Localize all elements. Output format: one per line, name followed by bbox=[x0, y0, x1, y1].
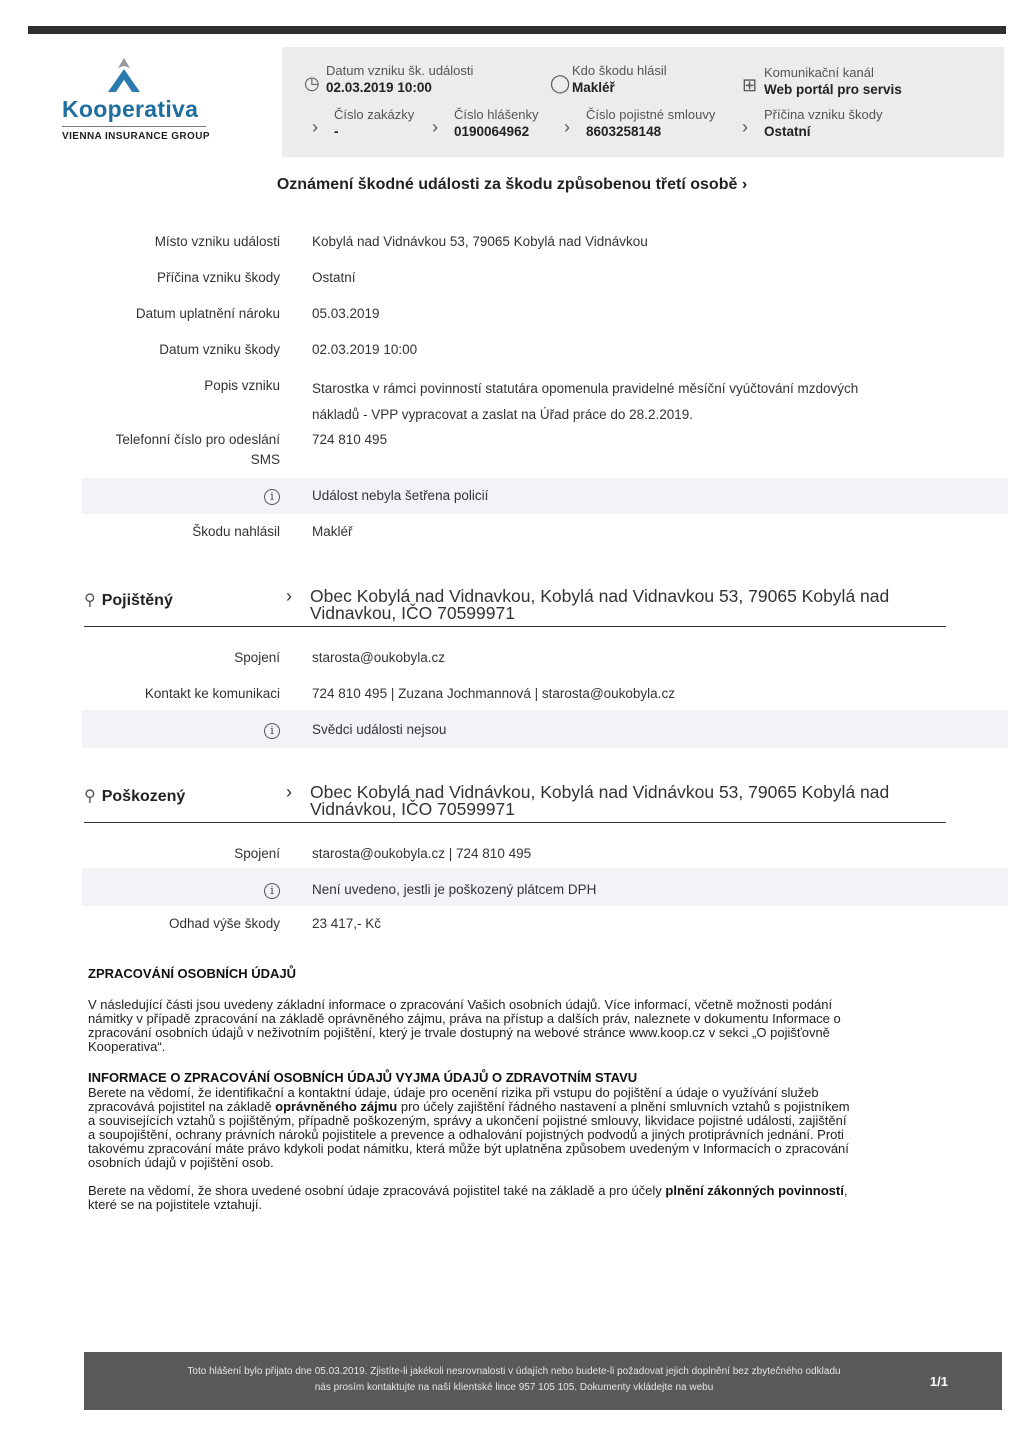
header-kanal-value: Web portál pro servis bbox=[764, 82, 902, 97]
popis-value bbox=[312, 376, 932, 428]
header-kdo-value: Makléř bbox=[572, 80, 615, 95]
header-datum bbox=[304, 63, 473, 97]
damaged-spojeni-label: Spojení bbox=[234, 846, 280, 861]
dph-value: Není uvedeno, jestli je poškozený plátcem DPH bbox=[312, 882, 597, 897]
nahlasil-label: Škodu nahlásil bbox=[192, 524, 280, 539]
brand-name: Kooperativa bbox=[62, 96, 199, 122]
gdpr-p2-line: Berete na vědomí, že identifikační a kontaktní údaje, údaje pro ocenění rizika při vstupu do pojištění a údaje o využívání služeb bbox=[88, 1085, 819, 1100]
damaged-title-text: Poškozený bbox=[101, 788, 186, 805]
header-hlasenka-value: 0190064962 bbox=[454, 124, 530, 139]
gdpr-p2-bold: oprávněného zájmu bbox=[275, 1099, 398, 1114]
person-icon: ⚲ bbox=[84, 788, 96, 805]
header-smlouva-value: 8603258148 bbox=[586, 124, 662, 139]
brand-logo bbox=[62, 56, 212, 142]
top-rule bbox=[28, 26, 1006, 34]
header-smlouva-label: Číslo pojistné smlouvy bbox=[586, 107, 716, 122]
pricina-label: Příčina vzniku škody bbox=[156, 270, 280, 285]
odhad-label: Odhad výše škody bbox=[168, 916, 280, 931]
insured-divider bbox=[84, 626, 946, 627]
header-hlasenka bbox=[432, 107, 539, 141]
gdpr-heading: ZPRACOVÁNÍ OSOBNÍCH ÚDAJŮ bbox=[88, 966, 297, 981]
channel-icon: ⊞ bbox=[742, 75, 758, 95]
datum-skody-value: 02.03.2019 10:00 bbox=[312, 342, 418, 357]
insured-kontakt-label: Kontakt ke komunikaci bbox=[144, 686, 280, 701]
brand-group: VIENNA INSURANCE GROUP bbox=[62, 131, 210, 142]
insured-party-line-1: Obec Kobylá nad Vidnavkou, Kobylá nad Vidnavkou 53, 79065 Kobylá nad bbox=[310, 586, 890, 606]
header-pricina-value: Ostatní bbox=[764, 124, 811, 139]
gdpr-p1-line: námitky v případě zpracování na základě oprávněného zájmu, práva na přístup a dalších práv, naleznete v dokumentu Informace o bbox=[88, 1011, 841, 1026]
telefon-label bbox=[60, 430, 280, 470]
uplatneni-value: 05.03.2019 bbox=[312, 306, 380, 321]
gdpr-paragraph-3 bbox=[88, 1184, 938, 1212]
insured-kontakt-value: 724 810 495 | Zuzana Jochmannová | starosta@oukobyla.cz bbox=[312, 686, 675, 701]
header-info-band bbox=[282, 47, 1004, 157]
person-icon: ⚲ bbox=[84, 592, 96, 609]
gdpr-p2-text: zpracovává pojistitel na základě bbox=[88, 1099, 276, 1114]
insured-spojeni-label: Spojení bbox=[234, 650, 280, 665]
insured-party-line-2: Vidnavkou, IČO 70599971 bbox=[310, 603, 515, 623]
telefon-label-line-2: SMS bbox=[250, 452, 280, 467]
header-datum-value: 02.03.2019 10:00 bbox=[326, 80, 432, 95]
gdpr-subheading: INFORMACE O ZPRACOVÁNÍ OSOBNÍCH ÚDAJŮ VYJMA ÚDAJŮ O ZDRAVOTNÍM STAVU bbox=[88, 1070, 638, 1085]
header-pricina-label: Příčina vzniku škody bbox=[764, 107, 883, 122]
gdpr-p2-line: a souvisejících vztahů s pojištěným, případně poškozeným, správy a ukončení pojistné smlouvy, likvidace pojistné události, zajištění bbox=[88, 1113, 847, 1128]
insured-party bbox=[286, 588, 946, 622]
datum-skody-label: Datum vzniku škody bbox=[159, 342, 280, 357]
insured-spojeni-value: starosta@oukobyla.cz bbox=[312, 650, 446, 665]
insured-title-text: Pojištěný bbox=[101, 592, 173, 609]
damaged-spojeni-value: starosta@oukobyla.cz | 724 810 495 bbox=[312, 846, 532, 861]
gdpr-p3-line bbox=[88, 1184, 938, 1198]
footer-text bbox=[134, 1364, 894, 1396]
chevron-right-icon: › bbox=[286, 782, 292, 802]
popis-label: Popis vzniku bbox=[204, 378, 280, 393]
gdpr-p2-text: pro účely zajištění řádného nastavení a plnění smluvních vztahů s pojistníkem bbox=[397, 1099, 850, 1114]
popis-line-2: nákladů - VPP vypracovat a zaslat na Úřad práce do 28.2.2019. bbox=[312, 407, 693, 422]
info-icon: i bbox=[264, 723, 280, 739]
gdpr-p1-line: zpracování osobních údajů v neživotním pojištění, který je trvale dostupný na webové stránce www.koop.cz v sekci „O pojišťovně bbox=[88, 1025, 830, 1040]
header-hlasenka-label: Číslo hlášenky bbox=[454, 107, 539, 122]
header-zakazka-value: - bbox=[334, 124, 339, 139]
header-zakazka-label: Číslo zakázky bbox=[334, 107, 415, 122]
gdpr-paragraph-1 bbox=[88, 998, 938, 1054]
document-title-text: Oznámení škodné události za škodu způsobenou třetí osobě bbox=[276, 176, 738, 193]
damaged-party bbox=[286, 784, 946, 818]
header-kanal bbox=[742, 65, 902, 99]
dph-info bbox=[60, 880, 280, 900]
svedci-value: Svědci události nejsou bbox=[312, 722, 447, 737]
chevron-right-icon: › bbox=[564, 117, 570, 137]
gdpr-p3-line: které se na pojistitele vztahují. bbox=[88, 1197, 263, 1212]
gdpr-p2-line bbox=[88, 1100, 938, 1114]
chevron-right-icon: › bbox=[432, 117, 438, 137]
header-kanal-label: Komunikační kanál bbox=[764, 65, 874, 80]
nahlasil-value: Makléř bbox=[312, 524, 353, 539]
gdpr-paragraph-2 bbox=[88, 1086, 938, 1170]
speech-bubble-icon: ◯ bbox=[550, 73, 571, 93]
logo-divider bbox=[62, 126, 206, 127]
footer-line-1: Toto hlášení bylo přijato dne 05.03.2019. Zjistíte-li jakékoli nesrovnalosti v údajích nebo budete-li požadovat jejich doplnění bez zbytečného odkladu bbox=[187, 1366, 841, 1377]
misto-value: Kobylá nad Vidnávkou 53, 79065 Kobylá nad Vidnávkou bbox=[312, 234, 648, 249]
insured-section-title bbox=[84, 590, 173, 610]
damaged-section-title bbox=[84, 786, 185, 806]
header-smlouva bbox=[564, 107, 715, 141]
kooperativa-logo-icon bbox=[104, 56, 144, 94]
damaged-party-line-2: Vidnávkou, IČO 70599971 bbox=[310, 799, 515, 819]
header-pricina bbox=[742, 107, 883, 141]
damaged-divider bbox=[84, 822, 946, 823]
clock-icon: ◷ bbox=[304, 73, 320, 93]
gdpr-p3-text: Berete na vědomí, že shora uvedené osobní údaje zpracovává pojistitel také na základě a pro účely bbox=[88, 1183, 666, 1198]
gdpr-p2-line: a soupojištění, ochrany právních nároků pojistitele a prevence a odhalování pojistných podvodů a jiných protiprávních jednání. Proti bbox=[88, 1127, 844, 1142]
telefon-value: 724 810 495 bbox=[312, 432, 388, 447]
footer-band bbox=[84, 1352, 1002, 1410]
header-zakazka bbox=[312, 107, 414, 141]
policie-info bbox=[60, 486, 280, 506]
popis-line-1: Starostka v rámci povinností statutára opomenula pravidelné měsíční vyúčtování mzdových bbox=[312, 381, 859, 396]
page-number: 1/1 bbox=[929, 1374, 948, 1389]
document-title bbox=[0, 176, 1024, 194]
pricina-value: Ostatní bbox=[312, 270, 356, 285]
header-kdo bbox=[550, 63, 667, 97]
telefon-label-line-1: Telefonní číslo pro odeslání bbox=[115, 432, 280, 447]
uplatneni-label: Datum uplatnění nároku bbox=[135, 306, 280, 321]
gdpr-p2-line: takovému zpracování máte právo kdykoli podat námitku, která může být uplatněna způsobem uvedeným v Informacích o zpracování bbox=[88, 1141, 849, 1156]
gdpr-p3-text: , bbox=[843, 1183, 848, 1198]
chevron-right-icon: › bbox=[312, 117, 318, 137]
chevron-right-icon: › bbox=[742, 117, 748, 137]
svedci-info bbox=[60, 720, 280, 740]
policie-value: Událost nebyla šetřena policií bbox=[312, 488, 489, 503]
odhad-value: 23 417,- Kč bbox=[312, 916, 382, 931]
gdpr-p3-bold: plnění zákonných povinností bbox=[665, 1183, 844, 1198]
chevron-right-icon: › bbox=[286, 586, 292, 606]
info-icon: i bbox=[264, 489, 280, 505]
gdpr-p2-line: osobních údajů v pojištění osob. bbox=[88, 1155, 274, 1170]
damaged-party-line-1: Obec Kobylá nad Vidnávkou, Kobylá nad Vidnávkou 53, 79065 Kobylá nad bbox=[310, 782, 890, 802]
header-kdo-label: Kdo škodu hlásil bbox=[572, 63, 667, 78]
misto-label: Místo vzniku události bbox=[154, 234, 280, 249]
info-icon: i bbox=[264, 883, 280, 899]
footer-line-2: nás prosím kontaktujte na naší klientské lince 957 105 105. Dokumenty vkládejte na webu bbox=[314, 1382, 714, 1393]
chevron-right-icon: › bbox=[741, 176, 748, 193]
gdpr-p1-line: Kooperativa“. bbox=[88, 1039, 166, 1054]
gdpr-p1-line: V následující části jsou uvedeny základní informace o zpracování Vašich osobních údajů. Více informací, včetně možnosti podání bbox=[88, 997, 833, 1012]
header-datum-label: Datum vzniku šk. události bbox=[326, 63, 474, 78]
